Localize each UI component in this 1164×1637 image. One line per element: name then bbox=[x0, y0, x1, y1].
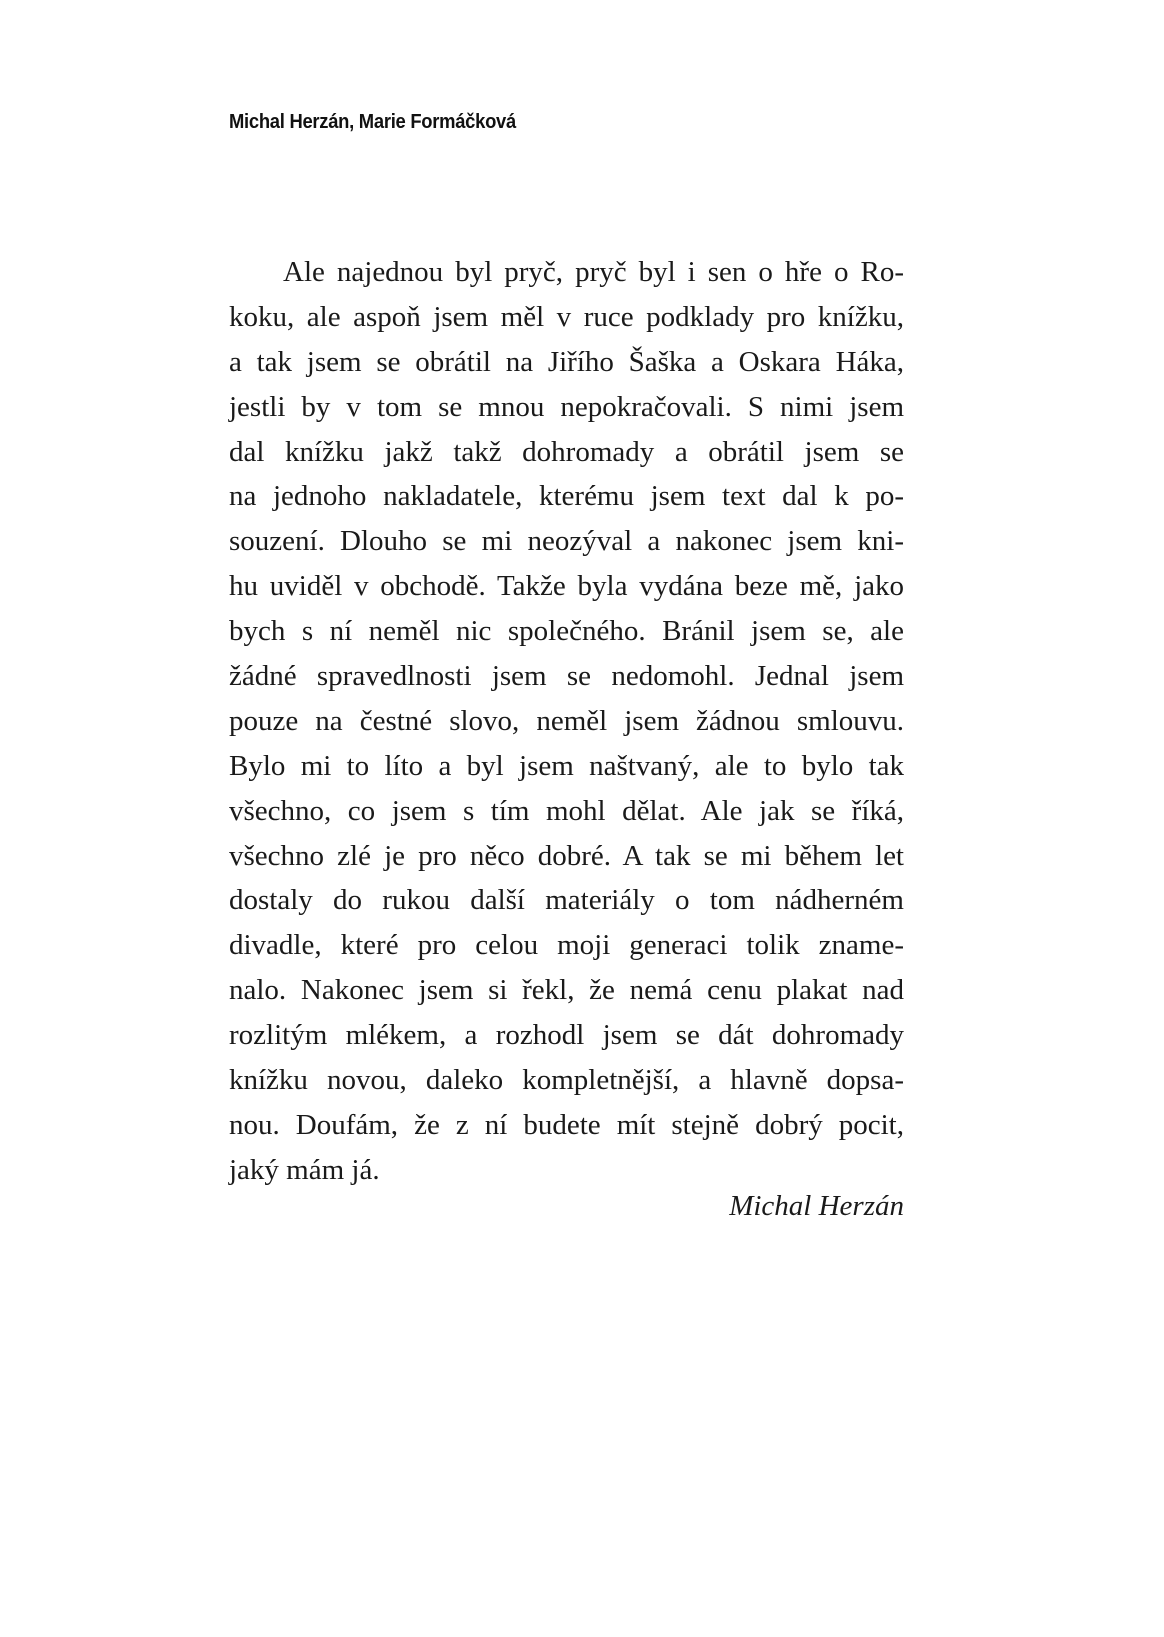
author-signature: Michal Herzán bbox=[729, 1190, 904, 1222]
text-line: rozlitým mlékem, a rozhodl jsem se dát dohromady bbox=[229, 1019, 904, 1052]
text-line: Bylo mi to líto a byl jsem naštvaný, ale to bylo tak bbox=[229, 749, 904, 782]
text-line: divadle, které pro celou moji generaci tolik zname- bbox=[229, 929, 904, 962]
text-line: Ale najednou byl pryč, pryč byl i sen o hře o Ro- bbox=[283, 256, 904, 288]
text-line: hu uviděl v obchodě. Takže byla vydána beze mě, jako bbox=[229, 570, 904, 603]
text-line: koku, ale aspoň jsem měl v ruce podklady pro knížku, bbox=[229, 300, 904, 333]
text-line: knížku novou, daleko kompletnější, a hlavně dopsa- bbox=[229, 1064, 904, 1097]
body-paragraph bbox=[229, 250, 904, 1193]
text-line: a tak jsem se obrátil na Jiřího Šaška a Oskara Háka, bbox=[229, 345, 904, 378]
text-line: dostaly do rukou další materiály o tom nádherném bbox=[229, 884, 904, 917]
text-line: jaký mám já. bbox=[229, 1153, 380, 1186]
running-head: Michal Herzán, Marie Formáčková bbox=[229, 111, 516, 133]
text-line: žádné spravedlnosti jsem se nedomohl. Jednal jsem bbox=[229, 660, 904, 693]
text-line: souzení. Dlouho se mi neozýval a nakonec jsem kni- bbox=[229, 525, 904, 558]
text-line: pouze na čestné slovo, neměl jsem žádnou smlouvu. bbox=[229, 704, 904, 737]
text-line: dal knížku jakž takž dohromady a obrátil jsem se bbox=[229, 435, 904, 468]
text-line: nalo. Nakonec jsem si řekl, že nemá cenu plakat nad bbox=[229, 974, 904, 1007]
text-line: bych s ní neměl nic společného. Bránil jsem se, ale bbox=[229, 615, 904, 648]
text-line: na jednoho nakladatele, kterému jsem text dal k po- bbox=[229, 480, 904, 513]
text-line: jestli by v tom se mnou nepokračovali. S nimi jsem bbox=[229, 390, 904, 423]
text-line: všechno zlé je pro něco dobré. A tak se mi během let bbox=[229, 839, 904, 872]
text-line: všechno, co jsem s tím mohl dělat. Ale jak se říká, bbox=[229, 794, 904, 827]
text-line: nou. Doufám, že z ní budete mít stejně dobrý pocit, bbox=[229, 1108, 904, 1141]
